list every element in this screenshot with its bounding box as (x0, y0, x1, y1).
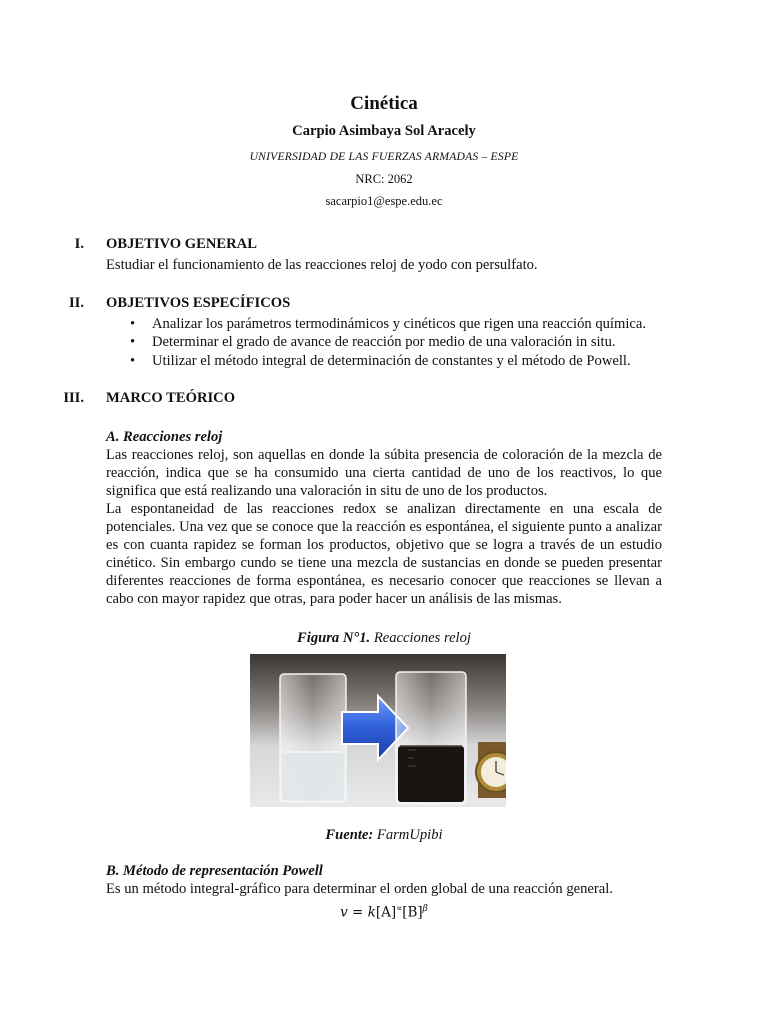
bullet-item: Utilizar el método integral de determinación de constantes y el método de Powell. (152, 353, 631, 369)
bullet-item: Analizar los parámetros termodinámicos y cinéticos que rigen una reacción química. (152, 316, 646, 332)
author-email: sacarpio1@espe.edu.ec (325, 194, 443, 208)
figure-caption-text: Reacciones reloj (373, 630, 471, 646)
university-name: UNIVERSIDAD DE LAS FUERZAS ARMADAS – ESPE (249, 150, 519, 163)
beaker-dark (396, 672, 466, 804)
document-title: Cinética (350, 93, 418, 114)
formula-exponent-b: β (422, 904, 428, 914)
figure-label: Figura N°1. (297, 630, 371, 646)
formula-exponent-a: ∝ (396, 904, 403, 914)
section-heading-objetivos-especificos: OBJETIVOS ESPECÍFICOS (106, 295, 291, 311)
bullet-icon: • (130, 334, 136, 350)
paragraph: La espontaneidad de las reacciones redox se analizan directamente en una escala de potenciales. Una vez que se conoce que la reacción es espontánea, el siguiente punto a analizar es con cuanta rapidez se forman los productos, objetivo que se logra a través de un estudio cinético. Sin embargo cundo se tiene una mezcla de sustancias en donde se pueden presentar diferentes reacciones de forma espontánea, es necesario conocer que reacciones se llevan a cabo con mayor rapidez que otras, para poder hacer un análisis de las mismas. (106, 501, 662, 607)
watch-icon (476, 742, 506, 798)
section-number-3: III. (63, 390, 84, 406)
section-heading-objetivo-general: OBJETIVO GENERAL (106, 236, 257, 252)
formula-term-b: [B] (402, 904, 423, 921)
subsection-title-reacciones-reloj: A. Reacciones reloj (106, 429, 223, 445)
section-text-objetivo-general: Estudiar el funcionamiento de las reacciones reloj de yodo con persulfato. (106, 257, 538, 273)
bullet-item: Determinar el grado de avance de reacción por medio de una valoración in situ. (152, 334, 616, 350)
author-name: Carpio Asimbaya Sol Aracely (292, 123, 476, 139)
figure-source-label: Fuente: (325, 827, 374, 843)
subsection-title-metodo-powell: B. Método de representación Powell (106, 863, 323, 879)
section-number-2: II. (68, 295, 84, 311)
figure-source-text: FarmUpibi (376, 827, 443, 843)
beaker-clear (280, 674, 346, 802)
section-number-1: I. (74, 236, 84, 252)
paragraph: Es un método integral-gráfico para determinar el orden global de una reacción general. (106, 881, 613, 897)
formula-term-a: [A] (375, 904, 397, 921)
nrc-code: NRC: 2062 (355, 172, 413, 186)
section-heading-marco-teorico: MARCO TEÓRICO (106, 390, 236, 406)
figure-source (0, 826, 768, 844)
paragraph: Las reacciones reloj, son aquellas en donde la súbita presencia de coloración de la mezcla de reacción, indica que se ha consumido una cierta cantidad de uno de los reactivos, lo que significa que está realizando una valoración in situ de uno de los productos. (106, 447, 662, 499)
rate-law-formula (0, 900, 768, 922)
formula-lhs: v = k (340, 904, 376, 921)
paragraph-block (106, 446, 662, 608)
bullet-icon: • (130, 316, 136, 332)
figure-caption (0, 629, 768, 647)
bullet-icon: • (130, 353, 136, 369)
figure-photo-clock-reaction (250, 654, 506, 807)
